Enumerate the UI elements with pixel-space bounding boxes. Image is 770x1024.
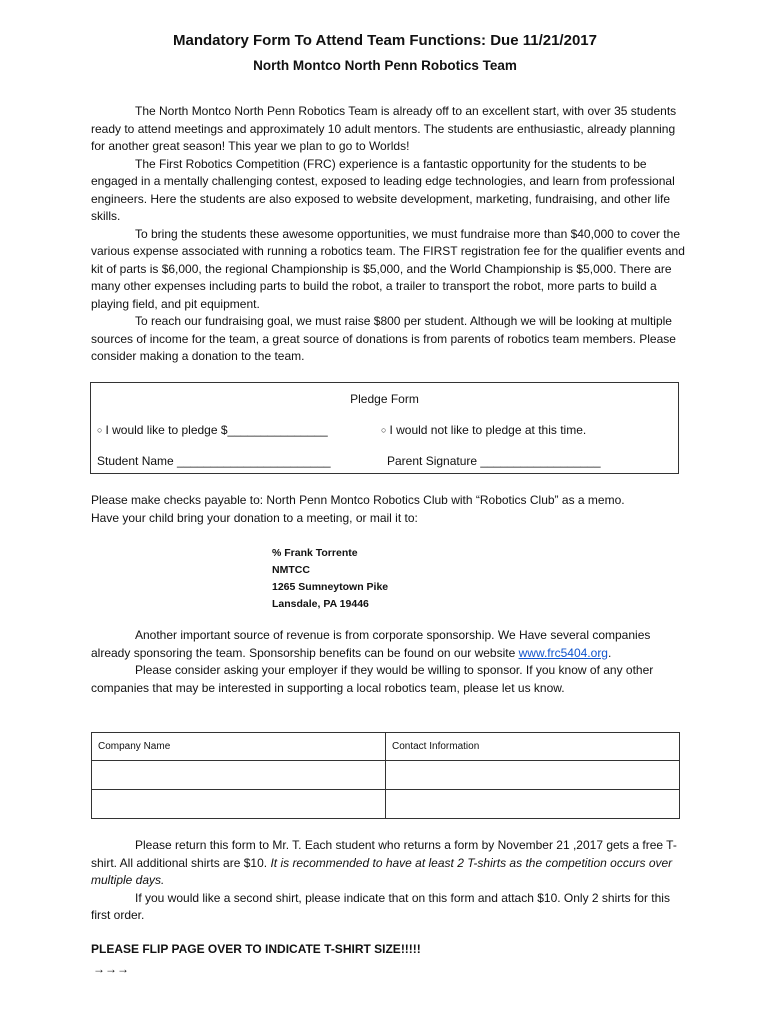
table-row	[92, 790, 680, 819]
checks-instructions	[91, 492, 691, 527]
pledge-option[interactable]	[97, 423, 328, 437]
flip-notice: PLEASE FLIP PAGE OVER TO INDICATE T-SHIRT SIZE!!!!!	[91, 942, 421, 956]
student-name-field[interactable]: Student Name _______________________	[97, 454, 331, 468]
checks-line-2: Have your child bring your donation to a meeting, or mail it to:	[91, 510, 418, 525]
no-pledge-option-label: I would not like to pledge at this time.	[389, 423, 587, 437]
sponsorship-section	[91, 627, 691, 697]
contact-info-cell[interactable]	[386, 761, 680, 790]
address-line-3: 1265 Sumneytown Pike	[272, 581, 389, 593]
return-paragraph-2: If you would like a second shirt, please indicate that on this form and attach $10. Only 2 shirts for this first order.	[91, 890, 670, 922]
address-line-1: % Frank Torrente	[272, 547, 358, 559]
return-text: Please return this form to Mr. T. Each student who returns a form by November 21 ,2017 gets a free T-shirt. All additional shirts are $10.	[91, 838, 677, 870]
intro-paragraph-1: The North Montco North Penn Robotics Team is already off to an excellent start, with over 35 students ready to attend meetings and approximately 10 adult mentors. The students are enthusiastic, already planning for another great season! This year we plan to go to Worlds!	[91, 104, 677, 153]
mailing-address	[272, 545, 388, 613]
contact-info-cell[interactable]	[386, 790, 680, 819]
checks-line-1: Please make checks payable to: North Penn Montco Robotics Club with “Robotics Club” as a memo.	[91, 493, 625, 507]
sponsorship-text: Another important source of revenue is from corporate sponsorship. We Have several companies already sponsoring the team. Sponsorship benefits can be found on our website	[91, 628, 651, 660]
intro-paragraph-2: The First Robotics Competition (FRC) experience is a fantastic opportunity for the students to be engaged in a mentally challenging contest, exposed to leading edge technologies, and learn from professional engineers. Here the students are also exposed to website development, marketing, fundraising, and other life skills.	[91, 156, 675, 223]
parent-signature-field[interactable]: Parent Signature __________________	[387, 454, 601, 468]
website-link[interactable]: www.frc5404.org	[518, 645, 608, 660]
return-paragraph-1	[91, 837, 691, 890]
intro-paragraph-4: To reach our fundraising goal, we must raise $800 per student. Although we will be looking at multiple sources of income for the team, a great source of donations is from parents of robotics team members. Please consider making a donation to the team.	[91, 314, 676, 363]
no-pledge-option[interactable]	[381, 423, 586, 437]
sponsorship-paragraph-2: Please consider asking your employer if they would be willing to sponsor. If you know of any other companies that may be interested in supporting a local robotics team, please let us know.	[91, 663, 654, 695]
page-title: Mandatory Form To Attend Team Functions: Due 11/21/2017	[173, 32, 597, 49]
radio-circle-icon[interactable]: ○	[381, 425, 387, 435]
pledge-form-title: Pledge Form	[350, 392, 419, 406]
intro-paragraph-3: To bring the students these awesome opportunities, we must fundraise more than $40,000 to cover the various expense associated with running a robotics team. The FIRST registration fee for the qualifier events and kit of parts is $6,000, the regional Championship is $5,000, and the World Championship is $5,000. There are many other expenses including parts to build the robot, a trailer to transport the robot, more parts to build a playing field, and pit equipment.	[91, 226, 685, 311]
sponsorship-paragraph-1	[91, 627, 691, 662]
radio-circle-icon[interactable]: ○	[97, 425, 103, 435]
pledge-form	[90, 382, 679, 474]
company-name-cell[interactable]	[92, 761, 386, 790]
contact-info-header: Contact Information	[386, 733, 680, 761]
arrows-icon: →→→	[93, 962, 129, 976]
sponsorship-period: .	[607, 645, 612, 660]
company-name-cell[interactable]	[92, 790, 386, 819]
table-header-row	[92, 733, 680, 761]
pledge-option-label: I would like to pledge $_______________	[105, 423, 328, 437]
address-line-4: Lansdale, PA 19446	[272, 598, 369, 610]
return-italic-note: It is recommended to have at least 2 T-shirts as the competition occurs over multiple days.	[91, 855, 673, 887]
address-line-2: NMTCC	[272, 564, 310, 576]
intro-section	[91, 103, 691, 366]
table-row	[92, 761, 680, 790]
company-table	[91, 732, 680, 819]
return-instructions	[91, 837, 691, 925]
page-subtitle: North Montco North Penn Robotics Team	[253, 58, 517, 73]
company-name-header: Company Name	[92, 733, 386, 761]
